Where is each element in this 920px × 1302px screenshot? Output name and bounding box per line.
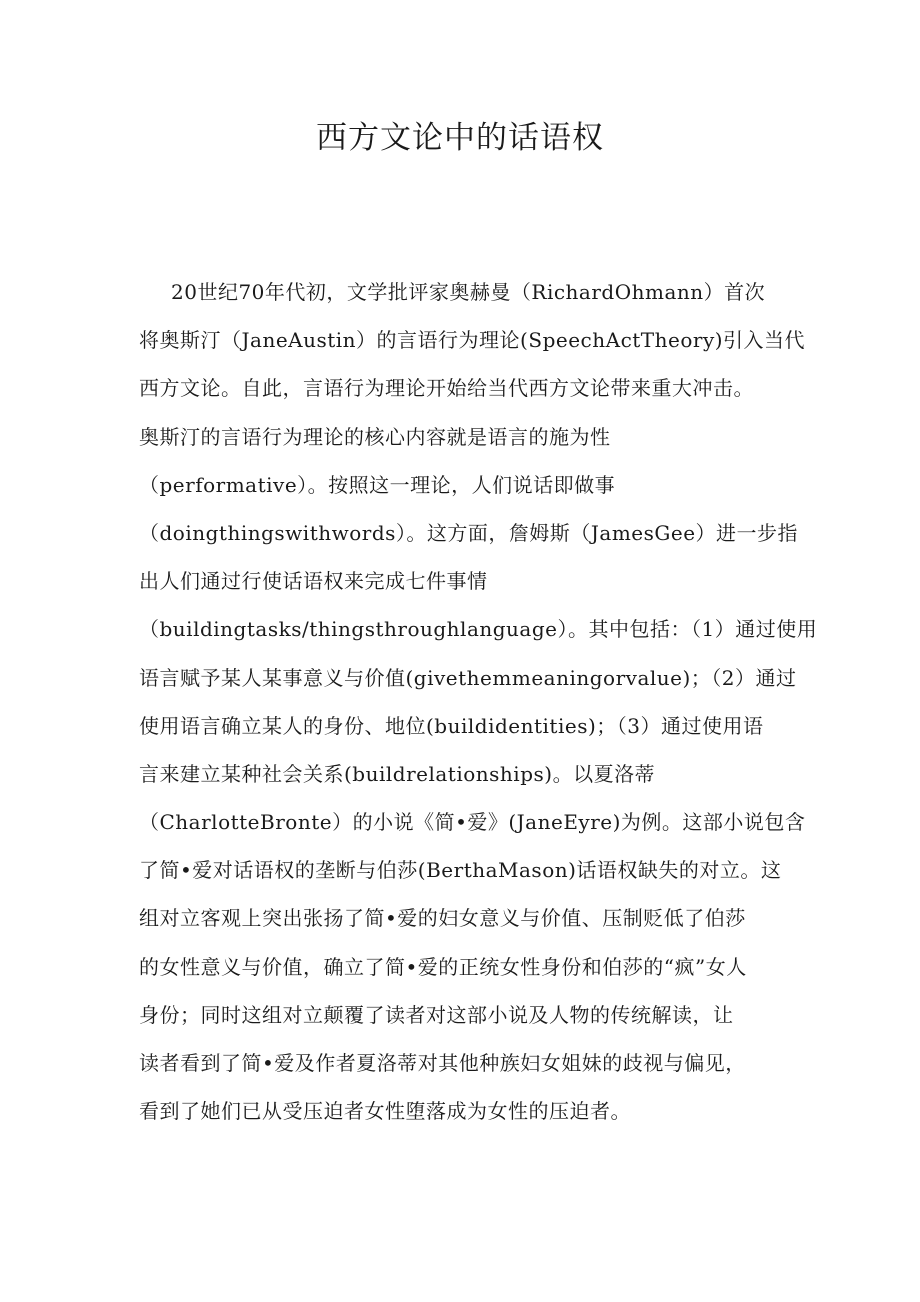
paragraph-line: （CharlotteBronte）的小说《简•爱》(JaneEyre)为例。这部小说包含 [139,810,806,835]
paragraph-line: 读者看到了简•爱及作者夏洛蒂对其他种族妇女姐妹的歧视与偏见， [139,1051,746,1075]
paragraph-line: 西方文论。自此，言语行为理论开始给当代西方文论带来重大冲击。 [139,376,754,401]
paragraph-line: 使用语言确立某人的身份、地位(buildidentities)；（3）通过使用语 [139,713,764,738]
paragraph-line: 组对立客观上突出张扬了简•爱的妇女意义与价值、压制贬低了伯莎 [139,906,746,931]
paragraph-line: 奥斯汀的言语行为理论的核心内容就是语言的施为性 [139,424,611,449]
paragraph-line: 出人们通过行使话语权来完成七件事情 [139,569,488,594]
paragraph-line: 的女性意义与价值，确立了简•爱的正统女性身份和伯莎的“疯”女人 [139,954,747,979]
paragraph-line: 了简•爱对话语权的垄断与伯莎(BerthaMason)话语权缺失的对立。这 [139,858,782,883]
paragraph-line: 言来建立某种社会关系(buildrelationships)。以夏洛蒂 [139,761,656,786]
paragraph-line: 将奥斯汀（JaneAustin）的言语行为理论(SpeechActTheory)引入当代 [139,328,806,353]
paragraph-line: 看到了她们已从受压迫者女性堕落成为女性的压迫者。 [139,1099,631,1124]
paragraph-line: （performative）。按照这一理论，人们说话即做事 [139,472,616,497]
paragraph-line: （buildingtasks/thingsthroughlanguage）。其中包括：（1）通过使用 [139,617,818,642]
document-paragraph [139,268,818,1135]
document-title: 西方文论中的话语权 [316,120,604,156]
paragraph-line: 20世纪70年代初，文学批评家奥赫曼（RichardOhmann）首次 [171,280,766,304]
paragraph-line: 语言赋予某人某事意义与价值(givethemmeaningorvalue)；（2）通过 [139,665,797,690]
paragraph-line: （doingthingswithwords）。这方面，詹姆斯（JamesGee）进一步指 [139,520,799,545]
paragraph-line: 身份；同时这组对立颠覆了读者对这部小说及人物的传统解读，让 [139,1002,734,1027]
